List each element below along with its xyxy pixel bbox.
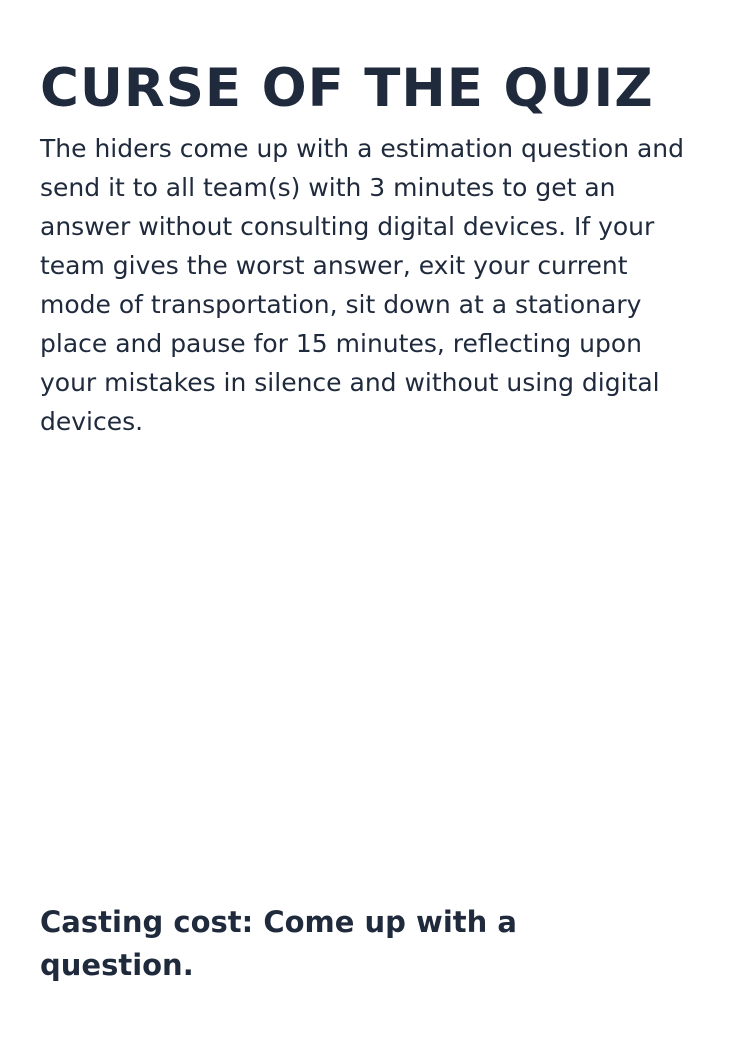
card-description: The hiders come up with a estimation question and send it to all team(s) with 3 minutes to get an answer without consulting digital devices. If your team gives the worst answer, exit your current mode of transportation, sit down at a stationary place and pause for 15 minutes, reflecting upon your mistakes in silence and without using digital devices. (40, 134, 685, 436)
card-title: CURSE OF THE QUIZ (40, 58, 654, 119)
curse-card (40, 0, 710, 1050)
casting-cost: Casting cost: Come up with a question. (40, 905, 517, 982)
